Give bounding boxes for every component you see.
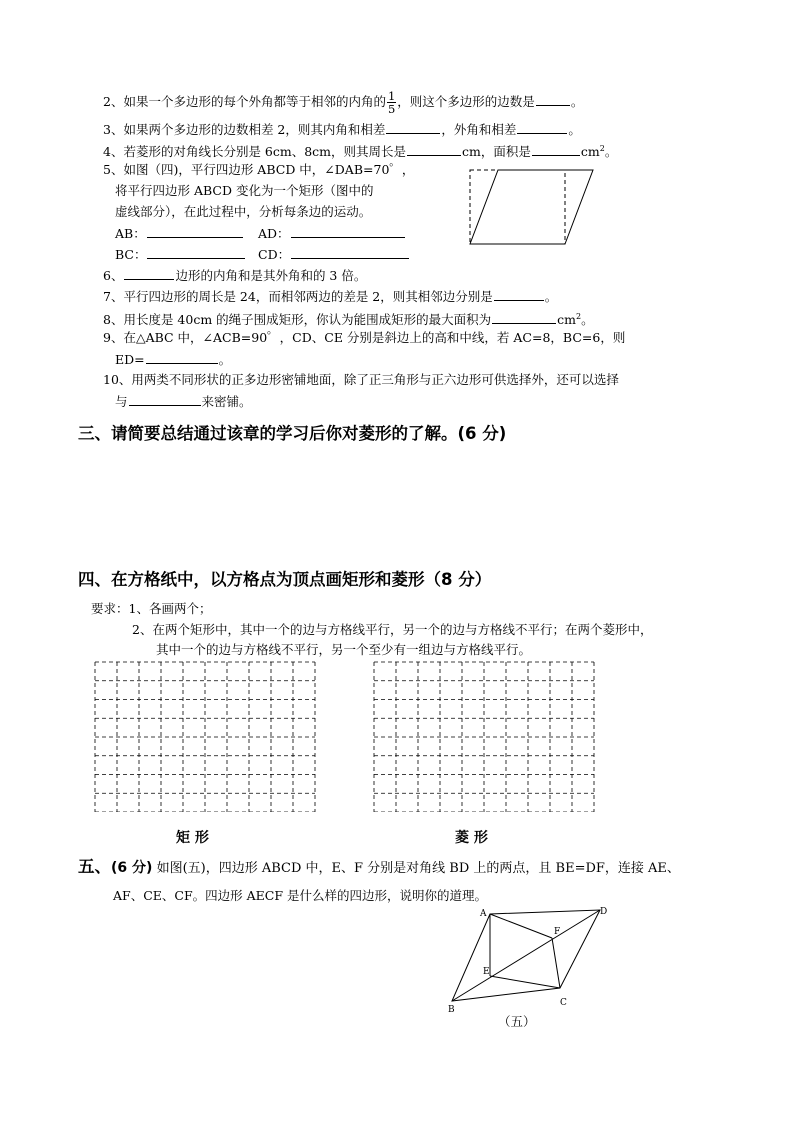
question-10-text-2: 与 (115, 394, 128, 409)
section-5-score: (6 分) (111, 860, 153, 876)
grid-paper-rhombuses[interactable] (373, 661, 595, 812)
answer-ab (115, 225, 244, 242)
segment-ce (490, 976, 560, 988)
question-10-line-2 (115, 393, 252, 410)
question-4-text: 4、若菱形的对角线长分别是 6cm、8cm，则其周长是 (103, 144, 407, 160)
question-7-text: 7、平行四边形的周长是 24，而相邻两边的差是 2，则其相邻边分别是 (103, 289, 493, 304)
grid-paper-rectangles[interactable] (94, 661, 316, 812)
section-5-text-1: 如图(五)，四边形 ABCD 中，E、F 分别是对角线 BD 上的两点，且 BE=DF，连接 AE、 (156, 861, 680, 876)
label-ad: AD： (258, 226, 290, 241)
question-2-text-2: ，则这个多边形的边数是 (397, 94, 535, 109)
answer-bc (115, 246, 246, 263)
answer-blank[interactable] (517, 121, 567, 134)
label-ab: AB： (115, 226, 146, 241)
question-5-line-3: 虚线部分），在此过程中，分析每条边的运动。 (115, 204, 372, 219)
question-6-text-2: 边形的内角和是其外角和的 3 倍。 (175, 268, 367, 283)
answer-blank[interactable] (146, 351, 218, 364)
question-10-line-1: 10、用两类不同形状的正多边形密铺地面，除了正三角形与正六边形可供选择外，还可以选择 (103, 372, 619, 387)
question-5-line-1: 5、如图（四)，平行四边形 ABCD 中，∠DAB=70゜， (103, 162, 415, 177)
period: 。 (218, 352, 232, 367)
requirement-2: 2、在两个矩形中，其中一个的边与方格线平行，另一个的边与方格线不平行；在两个菱形中， (132, 622, 653, 637)
label-f: F (554, 927, 561, 937)
label-a: A (480, 909, 487, 919)
unit: cm (580, 144, 600, 160)
question-3-text-2: ，外角和相差 (441, 122, 517, 137)
label-e: E (483, 967, 490, 977)
label-c: C (560, 998, 567, 1008)
question-2-text: 2、如果一个多边形的每个外角都等于相邻的内角的 (103, 94, 386, 109)
question-10-text-3: 来密铺。 (201, 394, 252, 409)
question-8-text: 8、用长度是 40cm 的绳子围成矩形，你认为能围成矩形的最大面积为 (103, 312, 492, 328)
requirement-3: 其中一个的边与方格线不平行，另一个至少有一组边与方格线平行。 (156, 642, 532, 657)
figure-5-caption: （五） (498, 1014, 536, 1029)
label-b: B (448, 1005, 455, 1015)
label-d: D (600, 907, 608, 917)
answer-blank[interactable] (291, 225, 405, 238)
answer-blank[interactable] (532, 143, 580, 156)
grid-label-rhombus: 菱 形 (455, 830, 488, 846)
period: 。 (568, 122, 581, 137)
question-4-text-2: cm，面积是 (462, 144, 531, 160)
answer-blank[interactable] (494, 288, 544, 301)
figure-4 (460, 164, 610, 272)
answer-blank[interactable] (536, 93, 570, 106)
question-9-line-2 (115, 351, 231, 368)
question-2 (103, 90, 583, 115)
question-4 (103, 141, 617, 160)
period: 。 (581, 312, 594, 328)
answer-blank[interactable] (147, 225, 243, 238)
segment-cf (552, 938, 560, 988)
question-7 (103, 288, 557, 305)
answer-blank[interactable] (129, 393, 201, 406)
answer-blank[interactable] (124, 267, 174, 280)
section-3-heading: 三、请简要总结通过该章的学习后你对菱形的了解。(6 分) (78, 424, 507, 443)
label-cd: CD： (258, 247, 291, 262)
question-3-text: 3、如果两个多边形的边数相差 2，则其内角和相差 (103, 122, 386, 137)
unit-superscript: 2 (576, 312, 582, 321)
label-bc: BC： (115, 247, 147, 262)
answer-blank[interactable] (492, 311, 556, 324)
fraction (387, 90, 396, 115)
question-9-text-2: ED= (115, 352, 145, 367)
question-6 (103, 267, 366, 284)
section-5-number: 五、 (78, 857, 111, 876)
question-8 (103, 309, 594, 328)
section-5-line-2: AF、CE、CF。四边形 AECF 是什么样的四边形，说明你的道理。 (113, 888, 487, 903)
section-5-line-1 (78, 858, 680, 878)
answer-blank[interactable] (407, 143, 461, 156)
answer-blank[interactable] (386, 121, 440, 134)
diagonal-bd (452, 910, 600, 1001)
answer-blank[interactable] (147, 246, 245, 259)
segment-af (490, 914, 552, 938)
figure-5 (440, 904, 620, 1016)
unit: cm (557, 312, 577, 328)
period: 。 (544, 289, 558, 304)
period: 。 (604, 144, 618, 160)
fraction-numerator: 1 (387, 89, 396, 103)
period: 。 (570, 94, 584, 109)
fraction-denominator: 5 (387, 102, 396, 116)
unit-superscript: 2 (599, 144, 605, 153)
parallelogram (470, 170, 593, 244)
question-9-line-1: 9、在△ABC 中，∠ACB=90゜，CD、CE 分别是斜边上的高和中线，若 AC=8，BC=6，则 (103, 330, 626, 345)
question-3 (103, 121, 581, 138)
question-6-text: 6、 (103, 268, 124, 283)
question-5-line-2: 将平行四边形 ABCD 变化为一个矩形（图中的 (115, 183, 374, 198)
answer-ad (258, 225, 406, 242)
section-4-heading: 四、在方格纸中，以方格点为顶点画矩形和菱形（8 分） (78, 570, 492, 589)
answer-blank[interactable] (291, 246, 409, 259)
answer-cd (258, 246, 410, 263)
grid-label-rectangle: 矩 形 (176, 830, 209, 846)
requirement-1: 要求：1、各画两个； (91, 601, 212, 616)
